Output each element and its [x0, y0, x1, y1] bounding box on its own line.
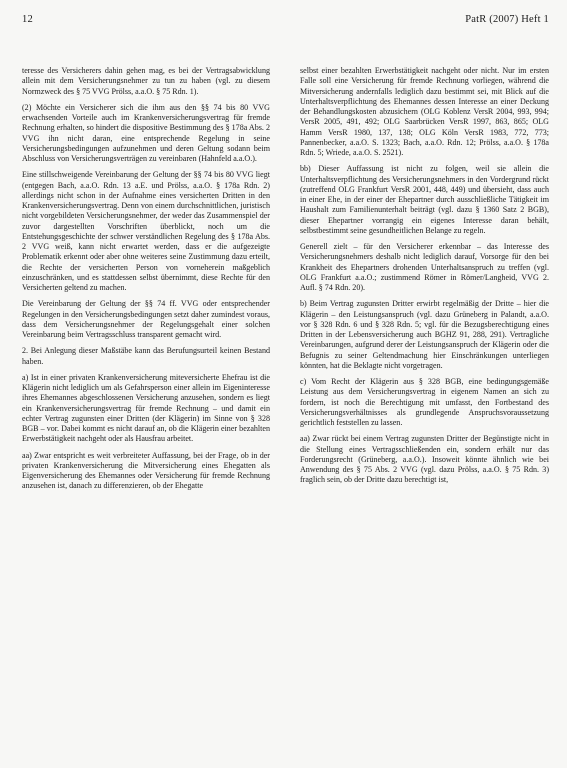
- paragraph: Eine stillschweigende Vereinbarung der Geltung der §§ 74 bis 80 VVG liegt (entgegen Bach, a.a.O. Rdn. 13 a.E. und Prölss, a.a.O. § 178a Rdn. 2) allerdings nicht schon in der Aufnahme eines versicherten Dritten in den Krankenversicherungsvertrag. Denn von einem durchschnittlichen, juristisch nicht vorgebildeten Versicherungsnehmer, der weder das Zusammenspiel der zuvor dargestellten Vorschriften überblickt, noch um die Entstehungsgeschichte der schwer verständlichen Regelung des § 178a Abs. 2 VVG weiß, kann nicht erwartet werden, dass er die aufgezeigte Problematik erkennt oder aber ohne weiteres seine Zustimmung dazu erteilt, die Rechte der versicherten Person von vorneherein maßgeblich einzuschränken, und es stattdessen selbst übernimmt, diese Rechte für den Versicherten geltend zu machen.: [22, 170, 270, 292]
- paragraph: aa) Zwar entspricht es weit verbreiteter Auffassung, bei der Frage, ob in der privaten Krankenversicherung die Mitversicherung eines Ehegatten als Eigenversicherung des Ehemannes oder Versicherung für fremde Rechnung anzusehen ist, danach zu differenzieren, ob der Ehegatte: [22, 450, 270, 491]
- right-column: [300, 66, 549, 492]
- paragraph: c) Vom Recht der Klägerin aus § 328 BGB, eine bedingungsgemäße Leistung aus dem Versicherungsvertrag in eigenem Namen an sich zu fordern, ist noch die Berechtigung mit umfasst, den Fortbestand des Versicherungsverhältnisses als grundlegende Anspruchsvoraussetzung gerichtlich feststellen zu lassen.: [300, 377, 549, 427]
- paragraph: b) Beim Vertrag zugunsten Dritter erwirbt regelmäßig der Dritte – hier die Klägerin – den Leistungsanspruch (vgl. dazu Grüneberg in Palandt, a.a.O. vor § 328 Rdn. 6 und § 328 Rdn. 5; vgl. für die Bezugsberechtigung eines Dritten in der Lebensversicherung auch BGHZ 91, 288, 291). Vertragliche Vereinbarungen, aufgrund derer der Leistungsanspruch der Klägerin oder die Befugnis zu seiner Geltendmachung hier Einschränkungen unterliegen könnten, hat die Beklagte nicht vorgetragen.: [300, 299, 549, 370]
- paragraph: teresse des Versicherers dahin gehen mag, es bei der Vertragsabwicklung allein mit dem Versicherungsnehmer zu tun zu haben (vgl. zu diesem Normzweck des § 75 VVG Prölss, a.a.O. § 75 Rdn. 1).: [22, 66, 270, 96]
- paragraph: 2. Bei Anlegung dieser Maßstäbe kann das Berufungsurteil keinen Bestand haben.: [22, 346, 270, 366]
- paragraph: bb) Dieser Auffassung ist nicht zu folgen, weil sie allein die Unterhaltsverpflichtung des Versicherungsnehmers in den Vordergrund rückt (zutreffend OLG Frankfurt VersR 2001, 448, 449) und übersieht, dass auch in einer Ehe, in der einer der Ehepartner durch ausschließliche Tätigkeit im Haushalt zum Familienunterhalt beiträgt (vgl. dazu § 1360 Satz 2 BGB), dieser Ehepartner vorrangig ein eigenes Interesse daran behält, selbstbestimmt seine gesundheitlichen Belange zu regeln.: [300, 164, 549, 235]
- paragraph: selbst einer bezahlten Erwerbstätigkeit nachgeht oder nicht. Nur im ersten Falle soll eine Versicherung für fremde Rechnung vorliegen, während die Mitversicherung andernfalls lediglich dazu bestimmt sei, mit Blick auf die Unterhaltsverpflichtung des Ehemannes dessen Interesse an einer Deckung der Behandlungskosten abzusichern (OLG Koblenz VersR 2004, 993, 994; VersR 2005, 491, 492; OLG Saarbrücken VersR 1997, 863, 865; OLG Hamm VersR 1980, 137, 138; OLG Köln VersR 1983, 772, 773; Pannenbecker, a.a.O. S. 1323; Bach, a.a.O. Rdn. 12; Prölss, a.a.O. § 178a Rdn. 5; Wriede, a.a.O. S. 2521).: [300, 66, 549, 157]
- paragraph: a) Ist in einer privaten Krankenversicherung miteversicherte Ehefrau ist die Klägerin nicht lediglich um als Gefahrsperson einer allein im Eigeninteresse ihres Ehemannes abgeschlossenen Versicherung anzusehen, sondern es liegt ein Krankenversicherungsvertrag für fremde Rechnung – und damit ein echter Vertrag zugunsten einer Dritten (der Klägerin) im Sinne von § 328 BGB – vor. Dabei kommt es nicht darauf an, ob die Klägerin einer bezahlten Erwerbstätigkeit nachgeht oder als Hausfrau arbeitet.: [22, 372, 270, 444]
- page-header: [22, 14, 549, 28]
- journal-reference: PatR (2007) Heft 1: [465, 14, 549, 25]
- paragraph: (2) Möchte ein Versicherer sich die ihm aus den §§ 74 bis 80 VVG erwachsenden Vorteile auch im Krankenversicherungsvertrag für fremde Rechnung erhalten, so hindert die dispositive Bestimmung des § 178a Abs. 2 VVG ihn nicht daran, eine entsprechende Regelung in seine Versicherungsbedingungen aufzunehmen und deren Geltung sodann beim Abschluss von Versicherungsverträgen zu vereinbaren (Hahnfeld a.a.O.).: [22, 102, 270, 163]
- paragraph: aa) Zwar rückt bei einem Vertrag zugunsten Dritter der Begünstigte nicht in die Stellung eines Vertragsschließenden ein, sondern erhält nur das Forderungsrecht (Grüneberg, a.a.O.). Insoweit könnte ähnlich wie bei Anwendung des § 75 Abs. 2 VVG (vgl. dazu Prölss, a.a.O. § 75 Rdn. 3) fraglich sein, ob der Dritte dazu berechtigt ist,: [300, 434, 549, 485]
- left-column: [22, 66, 270, 498]
- page-number: 12: [22, 14, 33, 25]
- paragraph: Generell zielt – für den Versicherer erkennbar – das Interesse des Versicherungsnehmers deshalb nicht lediglich darauf, Vorsorge für den bei Krankheit des Ehepartners drohenden Unterhaltsanspruch zu treffen (vgl. OLG Frankfurt a.a.O.; zustimmend Römer in Römer/Langheid, VVG 2. Aufl. § 74 Rdn. 20).: [300, 242, 549, 292]
- paragraph: Die Vereinbarung der Geltung der §§ 74 ff. VVG oder entsprechender Regelungen in den Versicherungsbedingungen setzt daher zumindest voraus, dass dem Versicherungsnehmer der Regelungsgehalt einer solchen Vereinbarung beim Vertragsschluss transparent gemacht wird.: [22, 299, 270, 339]
